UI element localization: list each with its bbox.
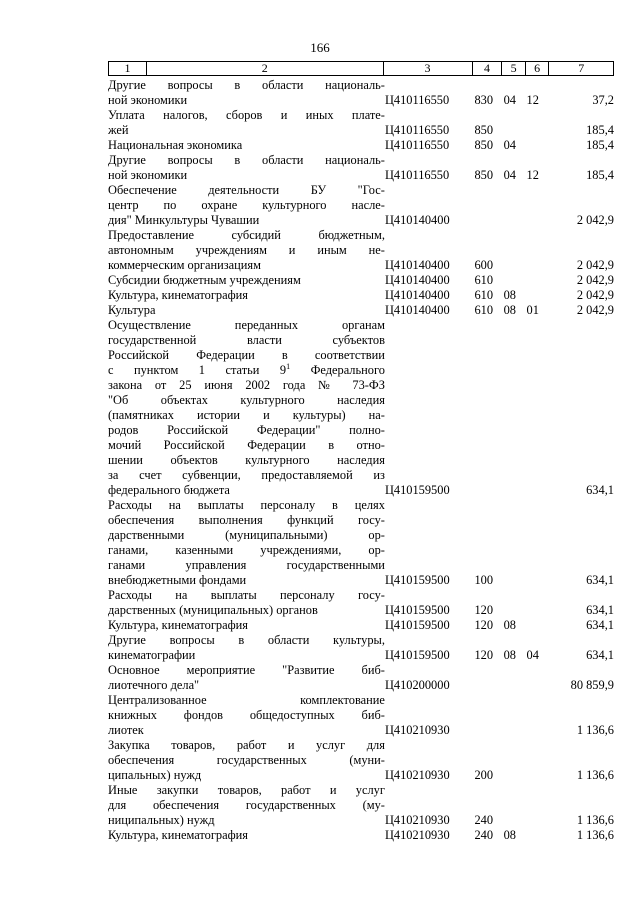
row-code: Ц410210930: [384, 813, 450, 827]
row-amount: 80 859,9: [570, 678, 614, 692]
row-section: 08: [503, 618, 516, 632]
row-name-line: Другие вопросы в области националь-: [108, 153, 385, 167]
row-section: 04: [503, 168, 516, 182]
row-code: Ц410140400: [384, 303, 450, 317]
row-name-line: Субсидии бюджетным учреждениям: [108, 273, 301, 287]
row-section: 08: [503, 303, 516, 317]
row-name: [108, 303, 385, 318]
row-expense-type: 850: [474, 138, 494, 152]
row-name-line: жей: [108, 123, 129, 137]
row-expense-type: 120: [474, 618, 494, 632]
row-code: Ц410116550: [384, 93, 450, 107]
row-expense-type: [474, 183, 503, 228]
row-code: Ц410200000: [384, 678, 450, 692]
table-row: [108, 228, 614, 273]
row-section: [504, 738, 527, 783]
row-code: Ц410210930: [384, 828, 450, 842]
table-row: [108, 588, 614, 618]
table-row: [108, 303, 614, 318]
row-name-line: дарственных (муниципальных) органов: [108, 603, 318, 617]
row-code: Ц410210930: [384, 723, 450, 737]
row-name-line: Российской Федерации в соответствии: [108, 348, 385, 362]
row-amount: 1 136,6: [576, 768, 614, 782]
row-name-line: Национальная экономика: [108, 138, 243, 152]
row-code: Ц410116550: [384, 168, 450, 182]
row-name: [108, 183, 385, 228]
row-section: [504, 588, 527, 618]
row-section: 08: [503, 828, 516, 842]
table-row: [108, 498, 614, 588]
row-code: Ц410159500: [384, 483, 450, 497]
row-subsection: [527, 288, 550, 303]
row-name-line: Централизованное комплектование: [108, 693, 385, 707]
row-name-line: коммерческим организациям: [108, 258, 261, 272]
row-subsection: 12: [526, 93, 539, 107]
row-code: Ц410159500: [384, 603, 450, 617]
row-amount: 2 042,9: [576, 258, 614, 272]
header-col-4: 4: [472, 62, 502, 76]
row-name-line: книжных фондов общедоступных биб-: [108, 708, 385, 722]
row-subsection: [527, 183, 550, 228]
row-name-line: Предоставление субсидий бюджетным,: [108, 228, 385, 242]
table-row: [108, 183, 614, 228]
row-name: [108, 273, 385, 288]
row-name: [108, 153, 385, 183]
row-name-line: Расходы на выплаты персоналу госу-: [108, 588, 385, 602]
row-name: [108, 633, 385, 663]
row-name-line: Осуществление переданных органам: [108, 318, 385, 332]
row-section: 04: [503, 138, 516, 152]
row-expense-type: 200: [474, 768, 494, 782]
row-expense-type: [474, 663, 503, 693]
row-subsection: [527, 108, 550, 138]
row-code: Ц410159500: [384, 618, 450, 632]
row-amount: 185,4: [586, 123, 614, 137]
row-amount: 2 042,9: [576, 303, 614, 317]
budget-table: [108, 78, 614, 843]
row-name-line: Культура, кинематография: [108, 828, 248, 842]
row-name-line: Культура, кинематография: [108, 618, 248, 632]
row-name-line: дия" Минкультуры Чувашии: [108, 213, 260, 227]
row-name-line: "Об объектах культурного наследия: [108, 393, 385, 407]
row-name: [108, 738, 385, 783]
row-code: Ц410116550: [384, 123, 450, 137]
table-row: [108, 153, 614, 183]
row-expense-type: 830: [474, 93, 494, 107]
row-name-line: обеспечения выполнения функций госу-: [108, 513, 385, 527]
row-name-line: федерального бюджета: [108, 483, 230, 497]
row-name-line: автономным учреждениям и иным не-: [108, 243, 385, 257]
row-section: [504, 273, 527, 288]
row-name: [108, 783, 385, 828]
row-section: [504, 498, 527, 588]
row-name-line: (памятниках истории и культуры) на-: [108, 408, 385, 422]
row-section: 08: [503, 288, 516, 302]
row-amount: 185,4: [586, 168, 614, 182]
page-number: 166: [310, 40, 330, 55]
row-section: [504, 183, 527, 228]
row-code: Ц410159500: [384, 648, 450, 662]
row-amount: 634,1: [586, 618, 614, 632]
row-amount: 2 042,9: [576, 213, 614, 227]
row-name: [108, 828, 385, 843]
row-amount: 185,4: [586, 138, 614, 152]
row-name-line: Культура: [108, 303, 156, 317]
table-row: [108, 633, 614, 663]
row-name-line: Основное мероприятие "Развитие биб-: [108, 663, 385, 677]
header-col-5: 5: [502, 62, 526, 76]
table-row: [108, 738, 614, 783]
row-amount: 2 042,9: [576, 288, 614, 302]
row-code: Ц410140400: [384, 273, 450, 287]
row-name-line: внебюджетными фондами: [108, 573, 247, 587]
row-section: [504, 228, 527, 273]
header-col-2: 2: [146, 62, 383, 76]
row-subsection: [527, 693, 550, 738]
row-subsection: [527, 228, 550, 273]
row-name-line: Обеспечение деятельности БУ "Гос-: [108, 183, 385, 197]
row-expense-type: 100: [474, 573, 494, 587]
row-amount: 1 136,6: [576, 813, 614, 827]
table-row: [108, 288, 614, 303]
row-name: [108, 318, 385, 498]
row-amount: 37,2: [592, 93, 614, 107]
row-name: [108, 618, 385, 633]
row-expense-type: 240: [474, 813, 494, 827]
row-name-line: дарственными (муниципальными) ор-: [108, 528, 385, 542]
table-row: [108, 138, 614, 153]
row-name-line: родов Российской Федерации" полно-: [108, 423, 385, 437]
row-name-line: центр по охране культурного насле-: [108, 198, 385, 212]
row-name: [108, 663, 385, 693]
row-name-line: мочий Российской Федерации в отно-: [108, 438, 385, 452]
row-name-line: для обеспечения государственных (му-: [108, 798, 385, 812]
row-code: Ц410140400: [384, 258, 450, 272]
row-name: [108, 228, 385, 273]
row-code: Ц410116550: [384, 138, 450, 152]
row-subsection: 04: [526, 648, 539, 662]
row-code: Ц410140400: [384, 288, 450, 302]
row-subsection: 12: [526, 168, 539, 182]
row-expense-type: 850: [474, 123, 494, 137]
row-expense-type: 600: [474, 258, 494, 272]
row-name: [108, 108, 385, 138]
table-row: [108, 108, 614, 138]
row-name-line: кинематографии: [108, 648, 196, 662]
row-subsection: 01: [526, 303, 539, 317]
row-amount: 634,1: [586, 573, 614, 587]
header-col-1: 1: [109, 62, 147, 76]
row-subsection: [527, 318, 550, 498]
row-name-line: лиотек: [108, 723, 144, 737]
row-subsection: [527, 618, 550, 633]
row-expense-type: [474, 693, 503, 738]
table-row: [108, 273, 614, 288]
row-subsection: [527, 138, 550, 153]
row-subsection: [527, 663, 550, 693]
header-col-6: 6: [525, 62, 549, 76]
row-subsection: [527, 588, 550, 618]
footnote-superscript: 1: [286, 361, 291, 371]
row-name-line: ганами управления государственными: [108, 558, 385, 572]
row-name: [108, 498, 385, 588]
row-name-line: Иные закупки товаров, работ и услуг: [108, 783, 385, 797]
row-name-line: обеспечения государственных (муни-: [108, 753, 385, 767]
row-amount: 634,1: [586, 603, 614, 617]
row-name-line: за счет субвенции, предоставляемой из: [108, 468, 385, 482]
row-name-line: государственной власти субъектов: [108, 333, 385, 347]
row-amount: 634,1: [586, 648, 614, 662]
row-name-line: ной экономики: [108, 168, 188, 182]
row-name-line: закона от 25 июня 2002 года № 73-ФЗ: [108, 378, 385, 392]
row-expense-type: 610: [474, 288, 494, 302]
row-expense-type: 120: [474, 603, 494, 617]
row-expense-type: [474, 318, 503, 498]
row-name-line: лиотечного дела": [108, 678, 200, 692]
table-row: [108, 318, 614, 498]
row-code: Ц410210930: [384, 768, 450, 782]
row-name: [108, 588, 385, 618]
table-row: [108, 693, 614, 738]
row-section: 08: [503, 648, 516, 662]
row-name-line: шении объектов культурного наследия: [108, 453, 385, 467]
row-name-line: Другие вопросы в области культуры,: [108, 633, 385, 647]
row-amount: 1 136,6: [576, 828, 614, 842]
row-expense-type: 610: [474, 273, 494, 287]
table-row: [108, 828, 614, 843]
table-row: [108, 78, 614, 108]
row-name: [108, 78, 385, 108]
column-header-row: [108, 61, 614, 76]
row-subsection: [527, 828, 550, 843]
row-name-line: ганами, казенными учреждениями, ор-: [108, 543, 385, 557]
table-row: [108, 618, 614, 633]
row-section: [504, 663, 527, 693]
row-name-line: Уплата налогов, сборов и иных плате-: [108, 108, 385, 122]
row-subsection: [527, 783, 550, 828]
row-name: [108, 288, 385, 303]
row-section: [504, 318, 527, 498]
row-name-line: Другие вопросы в области националь-: [108, 78, 385, 92]
row-expense-type: 240: [474, 828, 494, 842]
row-subsection: [527, 273, 550, 288]
header-col-3: 3: [383, 62, 472, 76]
row-section: [504, 783, 527, 828]
row-section: [504, 693, 527, 738]
row-name-line: Культура, кинематография: [108, 288, 248, 302]
row-name-line: Расходы на выплаты персоналу в целях: [108, 498, 385, 512]
row-section: [504, 108, 527, 138]
row-amount: 634,1: [586, 483, 614, 497]
row-amount: 2 042,9: [576, 273, 614, 287]
row-name-line: ниципальных) нужд: [108, 813, 215, 827]
row-subsection: [527, 498, 550, 588]
row-name: [108, 693, 385, 738]
table-row: [108, 663, 614, 693]
row-code: Ц410159500: [384, 573, 450, 587]
table-row: [108, 783, 614, 828]
header-col-7: 7: [549, 62, 614, 76]
row-code: Ц410140400: [384, 213, 450, 227]
row-name-line: Закупка товаров, работ и услуг для: [108, 738, 385, 752]
row-expense-type: 120: [474, 648, 494, 662]
row-expense-type: 850: [474, 168, 494, 182]
row-amount: 1 136,6: [576, 723, 614, 737]
row-name-line: ной экономики: [108, 93, 188, 107]
row-name-line: ципальных) нужд: [108, 768, 202, 782]
row-expense-type: 610: [474, 303, 494, 317]
row-subsection: [527, 738, 550, 783]
row-name: [108, 138, 385, 153]
row-name-line: с пунктом 1 статьи $9^1$ Федерального: [108, 361, 385, 377]
row-section: 04: [503, 93, 516, 107]
